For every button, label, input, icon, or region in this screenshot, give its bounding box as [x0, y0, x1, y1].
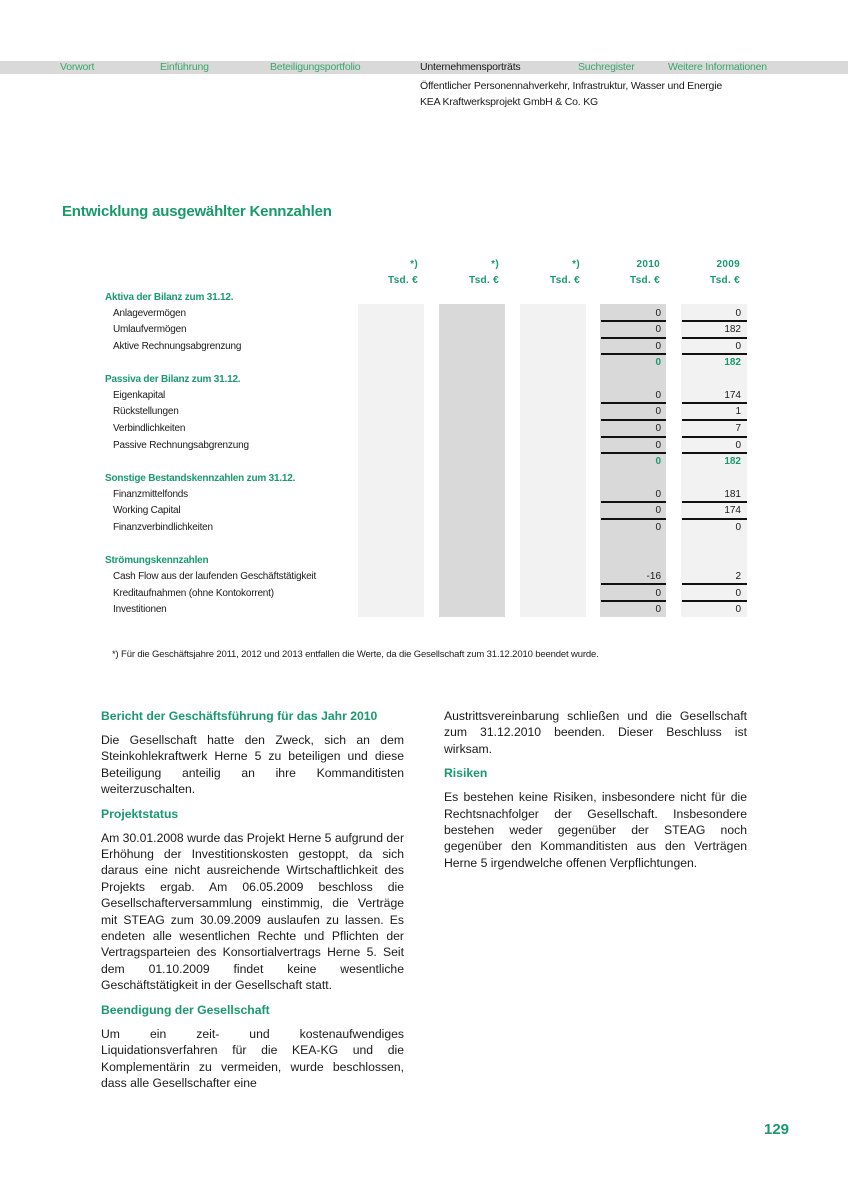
row-rule	[601, 518, 666, 520]
cell-2010: 0	[655, 390, 661, 401]
group-title-passiva: Passiva der Bilanz zum 31.12.	[105, 374, 241, 385]
row-label: Eigenkapital	[113, 390, 166, 401]
row-label: Finanzmittelfonds	[113, 489, 188, 500]
row-label: Kreditaufnahmen (ohne Kontokorrent)	[113, 588, 274, 599]
total-2009: 182	[724, 456, 741, 467]
nav-item-einfuehrung[interactable]: Einführung	[160, 61, 209, 73]
row-rule	[682, 419, 747, 421]
cell-2010: 0	[655, 341, 661, 352]
column-header-year-2009: 2009	[716, 259, 740, 270]
paragraph-beendigung-continued: Austrittsvereinbarung schließen und die Gesellschaft zum 31.12.2010 beenden. Dieser Beschluss ist wirksam.	[444, 709, 747, 756]
nav-item-weitere-informationen[interactable]: Weitere Informationen	[668, 61, 767, 73]
page-number: 129	[764, 1121, 790, 1138]
column-header-unit: Tsd. €	[550, 275, 580, 286]
row-label: Aktive Rechnungsabgrenzung	[113, 341, 242, 352]
row-rule	[601, 402, 666, 404]
cell-2009: 7	[735, 423, 741, 434]
cell-2009: 181	[724, 489, 741, 500]
heading-projektstatus: Projektstatus	[101, 806, 179, 821]
row-rule	[601, 452, 666, 454]
column-header-unit: Tsd. €	[388, 275, 418, 286]
row-rule	[682, 501, 747, 503]
breadcrumb-company: KEA Kraftwerksprojekt GmbH & Co. KG	[420, 96, 598, 108]
row-rule	[682, 583, 747, 585]
cell-2010: 0	[655, 423, 661, 434]
group-title-stroemung: Strömungskennzahlen	[105, 555, 209, 566]
cell-2009: 0	[735, 604, 741, 615]
cell-2010: 0	[655, 588, 661, 599]
row-label: Passive Rechnungsabgrenzung	[113, 440, 249, 451]
column-band-3	[520, 304, 586, 617]
row-rule	[601, 419, 666, 421]
group-title-aktiva: Aktiva der Bilanz zum 31.12.	[105, 292, 234, 303]
cell-2010: 0	[655, 406, 661, 417]
column-band-1	[358, 304, 424, 617]
cell-2010: -16	[646, 571, 661, 582]
heading-beendigung: Beendigung der Gesellschaft	[101, 1002, 270, 1017]
heading-bericht: Bericht der Geschäftsführung für das Jahr 2010	[101, 709, 378, 723]
cell-2010: 0	[655, 522, 661, 533]
column-header-unit: Tsd. €	[710, 275, 740, 286]
nav-item-vorwort[interactable]: Vorwort	[60, 61, 95, 73]
cell-2009: 174	[724, 505, 741, 516]
row-label: Finanzverbindlichkeiten	[113, 522, 213, 533]
cell-2010: 0	[655, 505, 661, 516]
cell-2009: 0	[735, 308, 741, 319]
report-column-left	[101, 708, 404, 1099]
column-header-unit: Tsd. €	[630, 275, 660, 286]
cell-2009: 1	[735, 406, 741, 417]
nav-item-suchregister[interactable]: Suchregister	[578, 61, 635, 73]
column-header-year: *)	[491, 259, 499, 270]
group-title-sonstige: Sonstige Bestandskennzahlen zum 31.12.	[105, 473, 296, 484]
cell-2010: 0	[655, 604, 661, 615]
breadcrumb-category: Öffentlicher Personennahverkehr, Infrastruktur, Wasser und Energie	[420, 80, 722, 92]
total-2010: 0	[655, 456, 661, 467]
row-label: Cash Flow aus der laufenden Geschäftstätigkeit	[113, 571, 317, 582]
cell-2009: 0	[735, 522, 741, 533]
table-footnote: *) Für die Geschäftsjahre 2011, 2012 und 2013 entfallen die Werte, da die Gesellschaft zum 31.12.2010 beendet wurde.	[112, 649, 599, 660]
cell-2010: 0	[655, 440, 661, 451]
row-rule	[601, 583, 666, 585]
cell-2010: 0	[655, 324, 661, 335]
row-rule	[601, 320, 666, 322]
heading-risiken: Risiken	[444, 766, 488, 781]
cell-2010: 0	[655, 308, 661, 319]
row-rule	[682, 402, 747, 404]
row-rule	[601, 337, 666, 339]
row-rule	[601, 353, 666, 355]
section-title: Entwicklung ausgewählter Kennzahlen	[62, 203, 332, 220]
row-rule	[682, 436, 747, 438]
row-rule	[682, 337, 747, 339]
row-rule	[601, 436, 666, 438]
paragraph-bericht: Die Gesellschaft hatte den Zweck, sich an dem Steinkohlekraftwerk Herne 5 zu beteiligen und diese Beteiligung anteilig an ihre Kommanditisten weiterzuschalten.	[101, 733, 404, 797]
column-header-unit: Tsd. €	[469, 275, 499, 286]
paragraph-risiken: Es bestehen keine Risiken, insbesondere nicht für die Rechtsnachfolger der Gesellschaft. Insbesondere bestehen weder gegenüber der STEAG noch gegenüber den Kommanditisten aus den Verträgen Herne 5 irgendwelche offenen Verpflichtungen.	[444, 790, 747, 870]
row-rule	[682, 353, 747, 355]
column-band-2	[439, 304, 505, 617]
cell-2009: 2	[735, 571, 741, 582]
cell-2009: 0	[735, 440, 741, 451]
row-rule	[682, 452, 747, 454]
paragraph-beendigung: Um ein zeit- und kostenaufwendiges Liquidationsverfahren für die KEA-KG und die Komplementärin zu vermeiden, wurde beschlossen, dass alle Gesellschafter eine	[101, 1026, 404, 1090]
column-header-year: *)	[572, 259, 580, 270]
nav-item-beteiligungsportfolio[interactable]: Beteiligungsportfolio	[270, 61, 361, 73]
total-2009: 182	[724, 357, 741, 368]
cell-2009: 174	[724, 390, 741, 401]
total-2010: 0	[655, 357, 661, 368]
row-label: Umlaufvermögen	[113, 324, 187, 335]
row-rule	[601, 501, 666, 503]
report-column-right	[444, 708, 747, 879]
cell-2009: 0	[735, 588, 741, 599]
row-rule	[682, 320, 747, 322]
row-rule	[601, 600, 666, 602]
column-header-year-2010: 2010	[636, 259, 660, 270]
paragraph-projektstatus: Am 30.01.2008 wurde das Projekt Herne 5 aufgrund der Erhöhung der Investitionskosten gestoppt, da sich daraus eine nicht ausreichende Wirtschaftlichkeit des Projekts ergab. Am 06.05.2009 beschloss die Gesellschafterversammlung einstimmig, die Verträge mit STEAG zum 30.09.2009 auslaufen zu lassen. Es endeten alle wesentlichen Rechte und Pflichten der Vertragsparteien des Konsortialvertrags Herne 5. Seit dem 01.10.2009 findet keine wesentliche Geschäftstätigkeit in der Gesellschaft statt.	[101, 830, 404, 993]
cell-2009: 182	[724, 324, 741, 335]
nav-item-unternehmensportraets[interactable]: Unternehmensporträts	[420, 61, 521, 73]
row-label: Verbindlichkeiten	[113, 423, 186, 434]
row-label: Anlagevermögen	[113, 308, 186, 319]
cell-2010: 0	[655, 489, 661, 500]
row-label: Working Capital	[113, 505, 181, 516]
column-header-year: *)	[410, 259, 418, 270]
row-label: Rückstellungen	[113, 406, 179, 417]
row-rule	[682, 518, 747, 520]
row-label: Investitionen	[113, 604, 167, 615]
cell-2009: 0	[735, 341, 741, 352]
row-rule	[682, 600, 747, 602]
